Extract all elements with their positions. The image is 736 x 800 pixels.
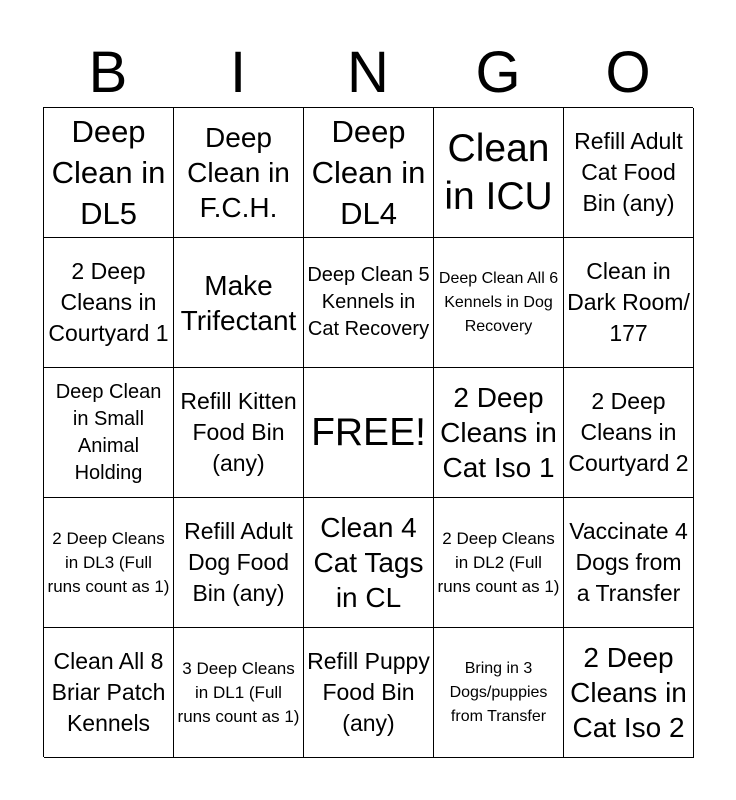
bingo-grid (43, 107, 693, 757)
free-space-label: FREE! (311, 410, 426, 454)
header-letter-b: B (88, 40, 128, 105)
bingo-cell[interactable] (174, 238, 304, 368)
cell-text: Refill Adult Cat Food Bin (any) (574, 128, 683, 216)
cell-text: Deep Clean in Small Animal Holding (55, 380, 162, 484)
bingo-cell[interactable] (174, 628, 304, 758)
cell-text: 2 Deep Cleans in DL3 (Full runs count as 1) (47, 528, 170, 596)
cell-text: Clean in Dark Room/ 177 (567, 258, 690, 346)
bingo-cell[interactable] (564, 498, 694, 628)
header-letter-n: N (347, 40, 389, 105)
cell-text: Clean 4 Cat Tags in CL (313, 512, 424, 613)
header-letter-i: I (229, 40, 247, 105)
cell-text: Clean in ICU (444, 126, 553, 218)
cell-text: Refill Adult Dog Food Bin (any) (184, 518, 293, 606)
bingo-cell[interactable] (434, 368, 564, 498)
cell-text: Refill Kitten Food Bin (any) (180, 388, 297, 476)
header-letter-o: O (605, 40, 651, 105)
bingo-cell[interactable] (44, 108, 174, 238)
bingo-header (43, 40, 693, 106)
bingo-cell[interactable] (174, 498, 304, 628)
cell-text: 2 Deep Cleans in DL2 (Full runs count as 1) (437, 528, 560, 596)
cell-text: Refill Puppy Food Bin (any) (307, 648, 430, 736)
bingo-cell-free[interactable] (304, 368, 434, 498)
bingo-cell[interactable] (304, 238, 434, 368)
bingo-cell[interactable] (44, 498, 174, 628)
header-letter-g: G (475, 40, 521, 105)
bingo-cell[interactable] (44, 368, 174, 498)
bingo-cell[interactable] (174, 108, 304, 238)
bingo-cell[interactable] (304, 498, 434, 628)
cell-text: 2 Deep Cleans in Courtyard 2 (568, 388, 689, 476)
bingo-cell[interactable] (434, 238, 564, 368)
cell-text: Make Trifectant (180, 269, 297, 336)
cell-text: Deep Clean in DL5 (51, 114, 166, 231)
bingo-cell[interactable] (44, 238, 174, 368)
bingo-cell[interactable] (174, 368, 304, 498)
bingo-cell[interactable] (564, 368, 694, 498)
bingo-cell[interactable] (564, 628, 694, 758)
bingo-cell[interactable] (564, 108, 694, 238)
bingo-cell[interactable] (304, 628, 434, 758)
bingo-cell[interactable] (564, 238, 694, 368)
cell-text: Deep Clean All 6 Kennels in Dog Recovery (438, 269, 559, 335)
bingo-cell[interactable] (44, 628, 174, 758)
cell-text: Bring in 3 Dogs/puppies from Transfer (449, 659, 548, 725)
cell-text: Clean All 8 Briar Patch Kennels (51, 648, 166, 736)
bingo-cell[interactable] (434, 108, 564, 238)
cell-text: Deep Clean in DL4 (311, 114, 426, 231)
bingo-cell[interactable] (304, 108, 434, 238)
cell-text: Deep Clean 5 Kennels in Cat Recovery (307, 264, 430, 340)
bingo-cell[interactable] (434, 498, 564, 628)
cell-text: 2 Deep Cleans in Cat Iso 1 (440, 382, 557, 483)
cell-text: 3 Deep Cleans in DL1 (Full runs count as 1) (177, 658, 300, 726)
cell-text: 2 Deep Cleans in Courtyard 1 (48, 258, 169, 346)
cell-text: Vaccinate 4 Dogs from a Transfer (569, 518, 688, 606)
bingo-cell[interactable] (434, 628, 564, 758)
cell-text: Deep Clean in F.C.H. (187, 122, 290, 223)
cell-text: 2 Deep Cleans in Cat Iso 2 (570, 642, 687, 743)
